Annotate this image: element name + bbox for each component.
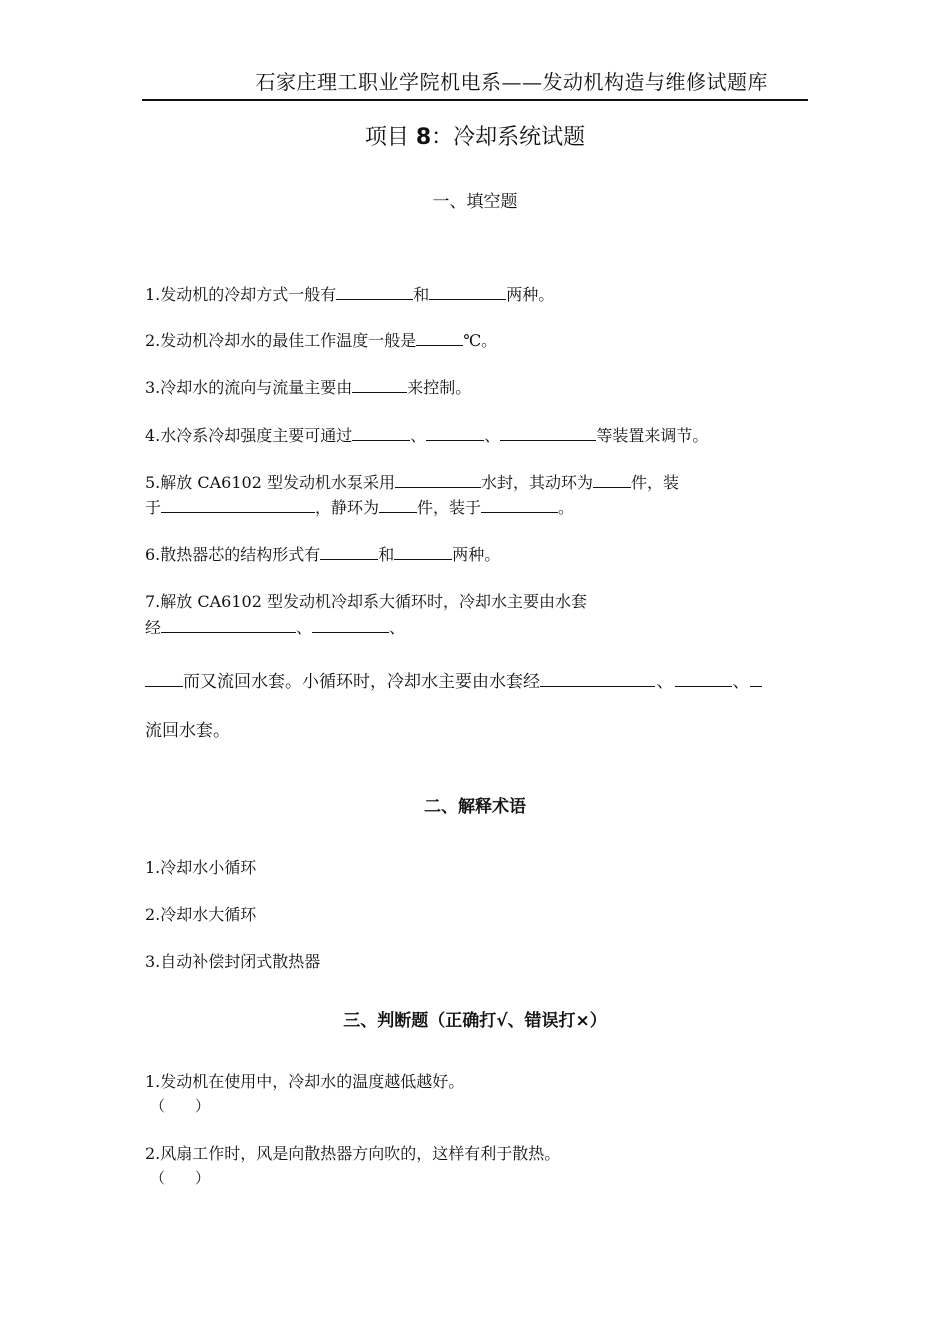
page-header xyxy=(142,62,808,101)
answer-blank[interactable] xyxy=(481,495,558,513)
question-4 xyxy=(145,423,708,448)
q6-text-b: 和 xyxy=(378,545,395,564)
q7cont-text-b: 、 xyxy=(656,672,674,692)
q2-text-b: ℃。 xyxy=(463,331,498,350)
page-title xyxy=(0,120,950,151)
q5-text-b: 水封，其动环为 xyxy=(480,473,593,492)
q1-text-b: 和 xyxy=(413,285,430,304)
q7-text-d: 、 xyxy=(389,618,406,637)
q5-text-a: 5.解放 CA6102 型发动机水泵采用 xyxy=(145,473,395,492)
q7cont-text-d: 流回水套。 xyxy=(145,721,230,741)
question-7-ending xyxy=(145,719,230,743)
answer-blank[interactable] xyxy=(394,542,452,560)
q4-text-d: 等装置来调节。 xyxy=(596,426,709,445)
answer-blank[interactable] xyxy=(352,423,410,441)
term-item: 2.冷却水大循环 xyxy=(145,905,257,924)
answer-blank[interactable] xyxy=(416,328,463,346)
q7cont-text-a: 而又流回水套。小循环时，冷却水主要由水套经 xyxy=(183,672,540,692)
answer-blank[interactable] xyxy=(352,375,407,393)
question-7-line-1 xyxy=(145,590,587,614)
q1-text-c: 两种。 xyxy=(506,285,555,304)
q5-text-c: 件，装 xyxy=(630,473,679,492)
section-terms-heading: 二、解释术语 xyxy=(424,797,526,817)
question-7-line-2 xyxy=(145,615,405,640)
q7-text-a: 7.解放 CA6102 型发动机冷却系大循环时，冷却水主要由水套 xyxy=(145,592,587,611)
q5-text-d: 于 xyxy=(145,498,162,517)
judge-answer-paren[interactable]: （ ） xyxy=(150,1169,211,1187)
section-judge-heading: 三、判断题（正确打√、错误打×） xyxy=(343,1011,607,1031)
q4-text-c: 、 xyxy=(484,426,501,445)
answer-blank[interactable] xyxy=(320,542,378,560)
q7cont-text-c: 、 xyxy=(732,672,750,692)
question-1 xyxy=(145,282,554,307)
answer-blank[interactable] xyxy=(750,669,762,687)
q3-text-a: 3.冷却水的流向与流量主要由 xyxy=(145,378,353,397)
judge-item-text: 1.发动机在使用中，冷却水的温度越低越好。 xyxy=(145,1072,465,1091)
title-number: 8 xyxy=(415,125,432,150)
header-title: 石家庄理工职业学院机电系——发动机构造与维修试题库 xyxy=(255,70,768,94)
q5-text-e: ，静环为 xyxy=(315,498,380,517)
answer-blank[interactable] xyxy=(675,669,732,687)
q7-text-c: 、 xyxy=(296,618,313,637)
judge-item-text: 2.风扇工作时，风是向散热器方向吹的，这样有利于散热。 xyxy=(145,1144,561,1163)
answer-blank[interactable] xyxy=(429,282,506,300)
answer-blank[interactable] xyxy=(336,282,413,300)
question-6 xyxy=(145,542,500,567)
answer-blank[interactable] xyxy=(593,470,631,488)
q2-text-a: 2.发动机冷却水的最佳工作温度一般是 xyxy=(145,331,417,350)
q7-text-b: 经 xyxy=(145,618,162,637)
answer-blank[interactable] xyxy=(161,495,315,513)
section-fill-in-heading: 一、填空题 xyxy=(432,192,518,212)
q4-text-b: 、 xyxy=(410,426,427,445)
title-prefix: 项目 xyxy=(364,125,409,150)
q5-text-g: 。 xyxy=(558,498,575,517)
answer-blank[interactable] xyxy=(426,423,484,441)
answer-blank[interactable] xyxy=(145,669,183,687)
term-item: 3.自动补偿封闭式散热器 xyxy=(145,952,321,971)
answer-blank[interactable] xyxy=(161,615,296,633)
q6-text-a: 6.散热器芯的结构形式有 xyxy=(145,545,321,564)
q1-text-a: 1.发动机的冷却方式一般有 xyxy=(145,285,337,304)
answer-blank[interactable] xyxy=(379,495,417,513)
question-2 xyxy=(145,328,497,353)
q4-text-a: 4.水冷系冷却强度主要可通过 xyxy=(145,426,353,445)
judge-answer-paren[interactable]: （ ） xyxy=(150,1097,211,1115)
q3-text-b: 来控制。 xyxy=(407,378,472,397)
question-5-line-1 xyxy=(145,470,679,495)
q6-text-c: 两种。 xyxy=(452,545,501,564)
answer-blank[interactable] xyxy=(312,615,389,633)
question-5-line-2 xyxy=(145,495,574,520)
answer-blank[interactable] xyxy=(395,470,481,488)
title-suffix: ：冷却系统试题 xyxy=(431,125,586,150)
answer-blank[interactable] xyxy=(540,669,655,687)
question-7-continued xyxy=(145,669,762,694)
term-item: 1.冷却水小循环 xyxy=(145,858,257,877)
q5-text-f: 件，装于 xyxy=(417,498,482,517)
question-3 xyxy=(145,375,471,400)
answer-blank[interactable] xyxy=(500,423,596,441)
